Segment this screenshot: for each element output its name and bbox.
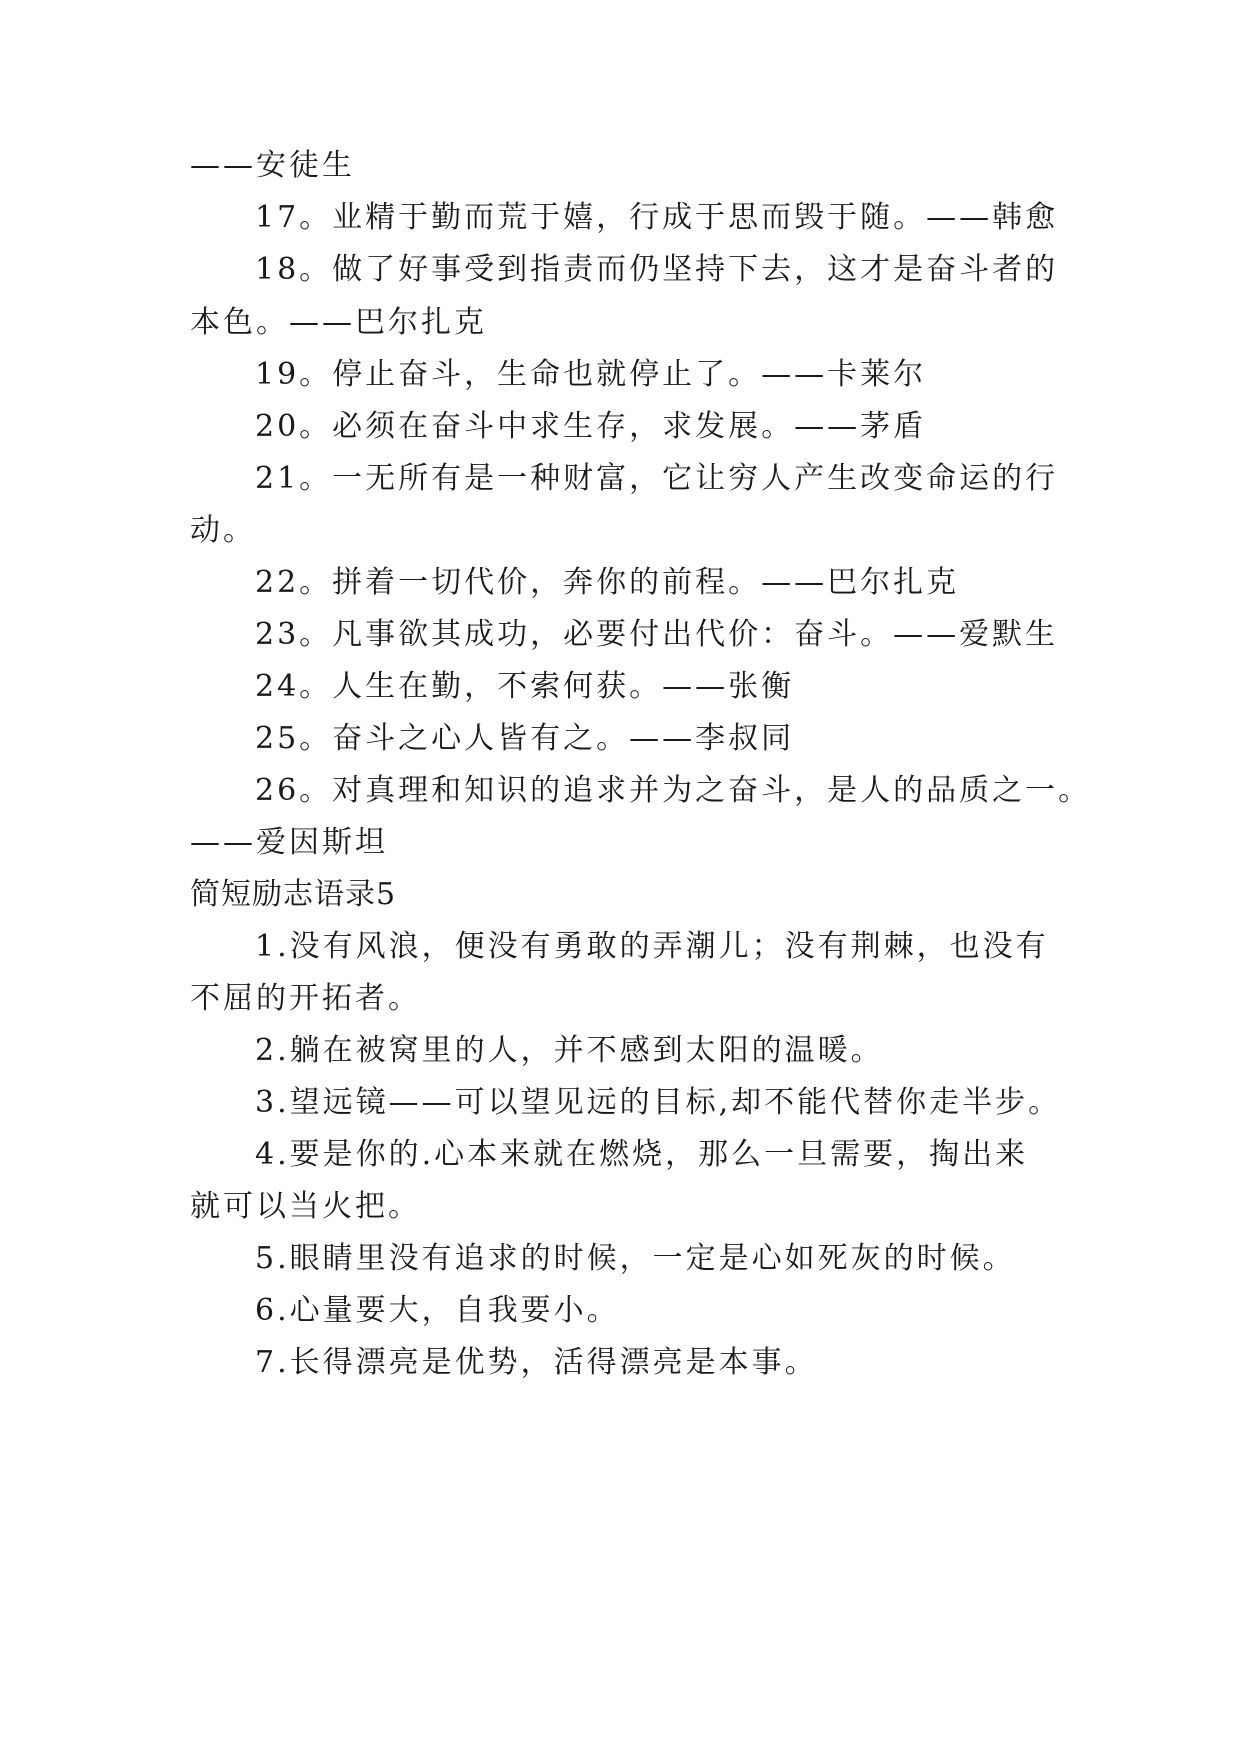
text-line: 3.望远镜——可以望见远的目标,却不能代替你走半步。 [255, 1085, 1062, 1120]
text-line: 25。奋斗之心人皆有之。——李叔同 [255, 721, 795, 756]
text-line: 23。凡事欲其成功，必要付出代价：奋斗。——爱默生 [255, 617, 1059, 652]
text-line: 24。人生在勤，不索何获。——张衡 [255, 669, 795, 704]
text-line: 22。拼着一切代价，奔你的前程。——巴尔扎克 [255, 565, 960, 600]
text-line: 2.躺在被窝里的人，并不感到太阳的温暖。 [255, 1033, 884, 1068]
text-line: 21。一无所有是一种财富，它让穷人产生改变命运的行 [255, 461, 1059, 496]
text-line: 18。做了好事受到指责而仍坚持下去，这才是奋斗者的 [255, 252, 1059, 287]
text-line: 不屈的开拓者。 [190, 981, 421, 1016]
text-line: 20。必须在奋斗中求生存，求发展。——茅盾 [255, 409, 927, 444]
text-line: 17。业精于勤而荒于嬉，行成于思而毁于随。——韩愈 [255, 200, 1059, 235]
text-line: 就可以当火把。 [190, 1189, 421, 1224]
text-line: 4.要是你的.心本来就在燃烧，那么一旦需要，掏出来 [255, 1137, 1029, 1172]
text-line: ——爱因斯坦 [190, 825, 388, 860]
text-line: 1.没有风浪，便没有勇敢的弄潮儿；没有荆棘，也没有 [255, 929, 1049, 964]
text-line: 本色。——巴尔扎克 [190, 305, 487, 340]
text-line: 5.眼睛里没有追求的时候，一定是心如死灰的时候。 [255, 1241, 1016, 1276]
text-line: 6.心量要大，自我要小。 [255, 1293, 620, 1328]
text-line: 19。停止奋斗，生命也就停止了。——卡莱尔 [255, 357, 927, 392]
section-heading: 简短励志语录5 [190, 877, 397, 912]
text-line: 7.长得漂亮是优势，活得漂亮是本事。 [255, 1345, 818, 1380]
text-line: ——安徒生 [190, 148, 355, 183]
text-line: 26。对真理和知识的追求并为之奋斗，是人的品质之一。 [255, 773, 1092, 808]
text-line: 动。 [190, 513, 256, 548]
